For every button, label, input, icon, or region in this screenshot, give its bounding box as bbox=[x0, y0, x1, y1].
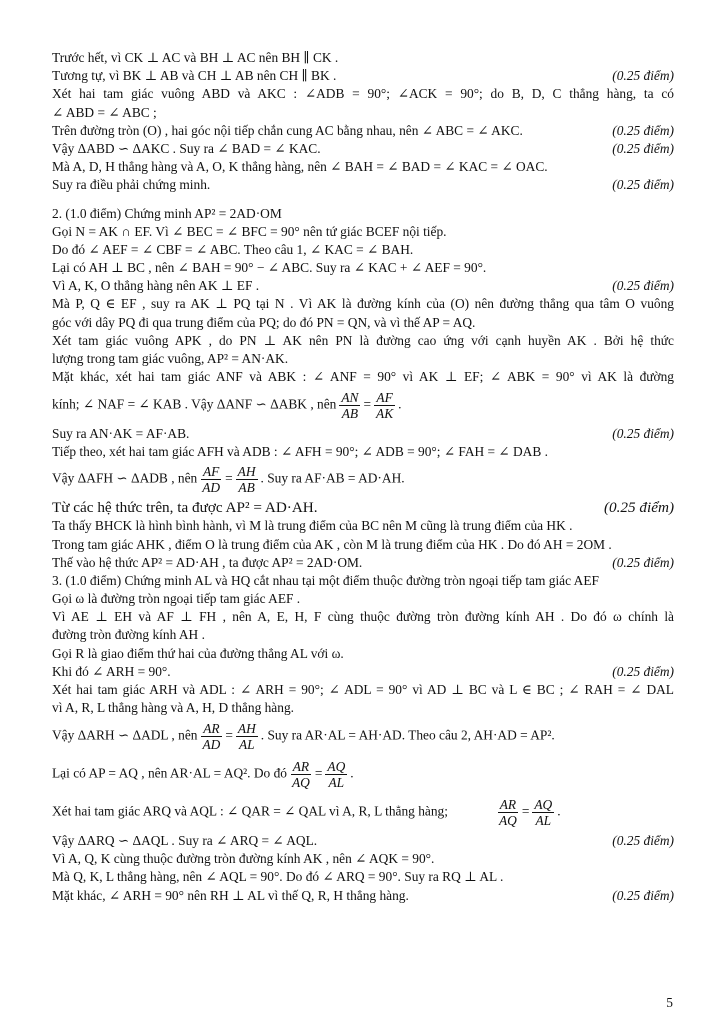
text-line bbox=[52, 500, 674, 516]
equals-sign: = bbox=[225, 727, 233, 743]
line-content: Vì A, Q, K cùng thuộc đường tròn đường kính AK , nên ∠ AQK = 90°. bbox=[52, 851, 435, 867]
line-content: góc với dây PQ đi qua trung điểm của PQ; do đó PN = QN, và vì thế AP = AQ. bbox=[52, 314, 476, 330]
equals-sign: = bbox=[225, 471, 233, 487]
line-content: Từ các hệ thức trên, ta được AP² = AD·AH. bbox=[52, 500, 318, 517]
fraction-numerator: AN bbox=[341, 389, 359, 405]
fraction-denominator: AL bbox=[535, 813, 552, 829]
line-text bbox=[52, 700, 674, 716]
line-content: Trên đường tròn (O) , hai góc nội tiếp chắn cung AC bằng nhau, nên ∠ ABC = ∠ AKC. bbox=[52, 122, 523, 138]
line-content: Gọi R là giao điểm thứ hai của đường thẳng AL với ω. bbox=[52, 645, 344, 661]
text-line bbox=[52, 537, 674, 553]
fraction-denominator: AB bbox=[238, 480, 255, 496]
line-text bbox=[52, 682, 674, 698]
fraction-numerator: AR bbox=[203, 720, 220, 736]
fraction bbox=[497, 797, 519, 828]
text-line bbox=[52, 757, 674, 793]
line-content: kính; ∠ NAF = ∠ KAB . Vậy ΔANF ∽ ΔABK , nên bbox=[52, 396, 337, 412]
text-line bbox=[52, 369, 674, 385]
text-line bbox=[52, 68, 674, 84]
text-line bbox=[52, 609, 674, 625]
line-text bbox=[52, 759, 674, 790]
fraction-denominator: AL bbox=[328, 775, 345, 791]
line-continuation: . Suy ra AF·AB = AD·AH. bbox=[260, 471, 405, 487]
score-note: (0.25 điểm) bbox=[603, 499, 674, 517]
line-text bbox=[52, 869, 674, 885]
text-line bbox=[52, 315, 674, 331]
score-note: (0.25 điểm) bbox=[612, 425, 674, 441]
text-line bbox=[52, 141, 674, 157]
line-content: Do đó ∠ AEF = ∠ CBF = ∠ ABC. Theo câu 1, ∠ KAC = ∠ BAH. bbox=[52, 241, 414, 257]
line-content: Xét tam giác vuông APK , do PN ⊥ AK nên PN là đường cao ứng với cạnh huyền AK . Bởi hệ thức bbox=[52, 332, 674, 348]
text-line bbox=[52, 224, 674, 240]
line-text bbox=[52, 159, 674, 175]
line-text bbox=[52, 555, 602, 571]
line-text bbox=[52, 851, 674, 867]
text-line bbox=[52, 105, 674, 121]
fraction bbox=[200, 721, 222, 752]
document-body bbox=[52, 50, 674, 906]
line-content: Mặt khác, xét hai tam giác ANF và ABK : ∠ ANF = 90° vì AK ⊥ EF; ∠ ABK = 90° vì AK là đường bbox=[52, 369, 674, 385]
line-text bbox=[52, 50, 674, 66]
score-note: (0.25 điểm) bbox=[612, 68, 674, 84]
text-line bbox=[52, 387, 674, 423]
line-text bbox=[52, 573, 674, 589]
line-text bbox=[52, 721, 674, 752]
line-content: Gọi ω là đường tròn ngoại tiếp tam giác AEF . bbox=[52, 591, 301, 607]
line-text bbox=[52, 464, 674, 495]
line-text bbox=[52, 296, 674, 312]
fraction-denominator: AK bbox=[376, 405, 394, 421]
fraction-denominator: AD bbox=[202, 736, 221, 752]
score-note: (0.25 điểm) bbox=[612, 554, 674, 570]
text-line bbox=[52, 444, 674, 460]
text-line bbox=[52, 206, 674, 222]
text-line bbox=[52, 888, 674, 904]
text-line bbox=[52, 296, 674, 312]
line-content: Suy ra AN·AK = AF·AB. bbox=[52, 425, 190, 441]
fraction-numerator: AQ bbox=[534, 797, 553, 813]
line-text bbox=[52, 86, 674, 102]
fraction bbox=[236, 464, 258, 495]
text-line bbox=[52, 646, 674, 662]
line-content: Vì A, K, O thẳng hàng nên AK ⊥ EF . bbox=[52, 278, 260, 294]
text-line bbox=[52, 700, 674, 716]
text-line bbox=[52, 682, 674, 698]
fraction bbox=[290, 759, 312, 790]
line-content: Xét hai tam giác ARQ và AQL : ∠ QAR = ∠ QAL vì A, R, L thẳng hàng; bbox=[52, 803, 448, 819]
line-text bbox=[52, 333, 674, 349]
text-line bbox=[52, 591, 674, 607]
line-continuation: . Suy ra AR·AL = AH·AD. Theo câu 2, AH·AD = AP². bbox=[260, 727, 555, 743]
text-line bbox=[52, 50, 674, 66]
text-line bbox=[52, 851, 674, 867]
line-content: 3. (1.0 điểm) Chứng minh AL và HQ cắt nhau tại một điểm thuộc đường tròn ngoại tiếp tam giác AEF bbox=[52, 572, 599, 588]
line-continuation: . bbox=[557, 803, 561, 819]
line-content: Tiếp theo, xét hai tam giác AFH và ADB : ∠ AFH = 90°; ∠ ADB = 90°; ∠ FAH = ∠ DAB . bbox=[52, 443, 548, 459]
text-line bbox=[52, 278, 674, 294]
text-line bbox=[52, 718, 674, 754]
line-text bbox=[52, 888, 602, 904]
fraction-denominator: AQ bbox=[291, 775, 310, 791]
line-content: Ta thấy BHCK là hình bình hành, vì M là trung điểm của BC nên M cũng là trung điểm của HK . bbox=[52, 518, 573, 534]
page-number: 5 bbox=[666, 995, 673, 1010]
fraction bbox=[325, 759, 347, 790]
line-text bbox=[52, 500, 594, 516]
line-continuation: . bbox=[398, 396, 402, 412]
text-line bbox=[52, 573, 674, 589]
line-content: Xét hai tam giác vuông ABD và AKC : ∠ADB = 90°; ∠ACK = 90°; do B, D, C thẳng hàng, ta có bbox=[52, 86, 674, 102]
line-content: Suy ra điều phải chứng minh. bbox=[52, 177, 211, 193]
line-text bbox=[52, 177, 602, 193]
line-text bbox=[52, 260, 674, 276]
fraction-numerator: AR bbox=[292, 759, 310, 775]
line-content: Vì AE ⊥ EH và AF ⊥ FH , nên A, E, H, F cùng thuộc đường tròn đường kính AH . Do đó ω chính là bbox=[52, 609, 674, 625]
score-note: (0.25 điểm) bbox=[612, 177, 674, 193]
line-content: Thế vào hệ thức AP² = AD·AH , ta được AP² = 2AD·OM. bbox=[52, 554, 363, 570]
text-line bbox=[52, 627, 674, 643]
text-line bbox=[52, 159, 674, 175]
line-text bbox=[52, 390, 674, 421]
line-text bbox=[52, 518, 674, 534]
text-line bbox=[52, 260, 674, 276]
line-text bbox=[52, 369, 674, 385]
line-content: Mặt khác, ∠ ARH = 90° nên RH ⊥ AL vì thế Q, R, H thẳng hàng. bbox=[52, 887, 409, 903]
line-content: Vậy ΔARH ∽ ΔADL , nên bbox=[52, 727, 198, 743]
line-text bbox=[52, 242, 674, 258]
line-continuation: . bbox=[350, 765, 354, 781]
score-note: (0.25 điểm) bbox=[612, 663, 674, 679]
score-note: (0.25 điểm) bbox=[612, 887, 674, 903]
fraction-numerator: AF bbox=[202, 464, 220, 480]
line-text bbox=[52, 141, 602, 157]
line-text bbox=[52, 537, 674, 553]
line-content: ∠ ABD = ∠ ABC ; bbox=[52, 104, 157, 120]
section-gap bbox=[52, 196, 674, 206]
line-text bbox=[52, 105, 674, 121]
equals-sign: = bbox=[314, 765, 323, 781]
line-text bbox=[52, 426, 602, 442]
text-line bbox=[52, 123, 674, 139]
fraction-denominator: AB bbox=[341, 405, 359, 421]
text-line bbox=[52, 242, 674, 258]
line-content: 2. (1.0 điểm) Chứng minh AP² = 2AD·OM bbox=[52, 205, 282, 221]
text-line bbox=[52, 426, 674, 442]
line-text bbox=[52, 351, 674, 367]
line-text bbox=[52, 609, 674, 625]
line-text bbox=[52, 278, 602, 294]
line-text bbox=[52, 627, 674, 643]
text-line bbox=[52, 555, 674, 571]
fraction-numerator: AF bbox=[376, 389, 393, 405]
text-line bbox=[52, 333, 674, 349]
line-content: Mà A, D, H thẳng hàng và A, O, K thẳng hàng, nên ∠ BAH = ∠ BAD = ∠ KAC = ∠ OAC. bbox=[52, 159, 548, 175]
fraction-numerator: AH bbox=[237, 720, 256, 736]
fraction-numerator: AH bbox=[237, 464, 256, 480]
line-content: lượng trong tam giác vuông, AP² = AN·AK. bbox=[52, 351, 289, 366]
fraction-numerator: AQ bbox=[327, 759, 346, 775]
line-content: đường tròn đường kính AH . bbox=[52, 627, 205, 643]
line-text bbox=[52, 444, 674, 460]
line-text bbox=[52, 664, 602, 680]
line-content: Mà Q, K, L thẳng hàng, nên ∠ AQL = 90°. Do đó ∠ ARQ = 90°. Suy ra RQ ⊥ AL . bbox=[52, 869, 504, 885]
score-note: (0.25 điểm) bbox=[612, 832, 674, 848]
fraction bbox=[200, 464, 222, 495]
line-text bbox=[52, 206, 674, 222]
fraction bbox=[374, 390, 395, 421]
line-text bbox=[52, 123, 602, 139]
text-line bbox=[52, 869, 674, 885]
text-line bbox=[52, 795, 674, 831]
text-line bbox=[52, 351, 674, 367]
fraction-numerator: AR bbox=[499, 797, 517, 813]
fraction-denominator: AQ bbox=[498, 813, 517, 829]
line-text bbox=[52, 315, 674, 331]
line-content: Trước hết, vì CK ⊥ AC và BH ⊥ AC nên BH ∥ CK . bbox=[52, 50, 339, 65]
line-content: Vậy ΔABD ∽ ΔAKC . Suy ra ∠ BAD = ∠ KAC. bbox=[52, 140, 321, 156]
fraction bbox=[236, 721, 258, 752]
text-line bbox=[52, 177, 674, 193]
text-line bbox=[52, 833, 674, 849]
text-line bbox=[52, 462, 674, 498]
line-content: Khi đó ∠ ARH = 90°. bbox=[52, 663, 171, 679]
line-text bbox=[52, 68, 602, 84]
fraction bbox=[339, 390, 360, 421]
text-line bbox=[52, 518, 674, 534]
line-content: vì A, R, L thẳng hàng và A, H, D thẳng hàng. bbox=[52, 700, 294, 716]
text-line bbox=[52, 664, 674, 680]
line-text bbox=[52, 646, 674, 662]
line-content: Vậy ΔARQ ∽ ΔAQL . Suy ra ∠ ARQ = ∠ AQL. bbox=[52, 832, 318, 848]
line-content: Tương tự, vì BK ⊥ AB và CH ⊥ AB nên CH ∥ BK . bbox=[52, 68, 337, 84]
score-note: (0.25 điểm) bbox=[612, 122, 674, 138]
line-content: Mà P, Q ∈ EF , suy ra AK ⊥ PQ tại N . Vì AK là đường kính của (O) nên đường thẳng qua tâm O vuông bbox=[52, 296, 674, 312]
line-content: Gọi N = AK ∩ EF. Vì ∠ BEC = ∠ BFC = 90° nên tứ giác BCEF nội tiếp. bbox=[52, 223, 447, 239]
line-text bbox=[52, 833, 602, 849]
fraction bbox=[532, 797, 554, 828]
line-text bbox=[52, 591, 674, 607]
line-content: Trong tam giác AHK , điểm O là trung điểm của AK , còn M là trung điểm của HK . Do đó AH = 2OM . bbox=[52, 536, 612, 552]
line-content: Xét hai tam giác ARH và ADL : ∠ ARH = 90°; ∠ ADL = 90° vì AD ⊥ BC và L ∈ BC ; ∠ RAH = ∠ DAL bbox=[52, 682, 674, 697]
score-note: (0.25 điểm) bbox=[612, 278, 674, 294]
line-content: Vậy ΔAFH ∽ ΔADB , nên bbox=[52, 471, 198, 487]
fraction-denominator: AL bbox=[239, 736, 255, 752]
fraction-denominator: AD bbox=[202, 480, 221, 496]
equals-sign: = bbox=[363, 396, 372, 412]
line-content: Lại có AP = AQ , nên AR·AL = AQ². Do đó bbox=[52, 765, 287, 781]
line-text bbox=[52, 797, 674, 828]
line-content: Lại có AH ⊥ BC , nên ∠ BAH = 90° − ∠ ABC. Suy ra ∠ KAC + ∠ AEF = 90°. bbox=[52, 260, 487, 276]
line-text bbox=[52, 224, 674, 240]
score-note: (0.25 điểm) bbox=[612, 140, 674, 156]
text-line bbox=[52, 86, 674, 102]
equals-sign: = bbox=[521, 803, 530, 819]
